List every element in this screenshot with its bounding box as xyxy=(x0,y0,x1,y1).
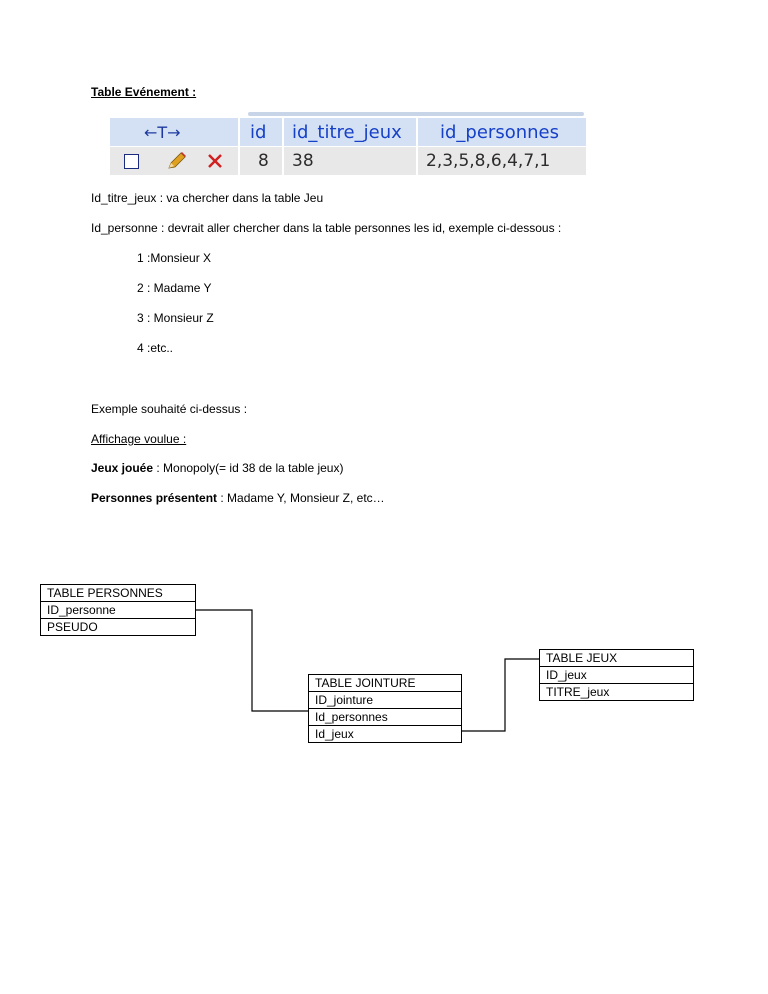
field-id-jointure: ID_jointure xyxy=(309,692,461,709)
value-personnes: : Madame Y, Monsieur Z, etc… xyxy=(217,491,385,505)
cell-id: 8 xyxy=(258,151,269,171)
table-jeux-title: TABLE JEUX xyxy=(540,650,693,667)
table-jointure-box xyxy=(308,674,462,743)
doc-title: Table Evénement : xyxy=(91,85,197,99)
text-exemple-souhaite: Exemple souhaité ci-dessus : xyxy=(91,402,248,416)
table-jointure-title: TABLE JOINTURE xyxy=(309,675,461,692)
table-jeux-box xyxy=(539,649,694,701)
field-id-jeux-pk: ID_jeux xyxy=(540,667,693,684)
table-personnes-title: TABLE PERSONNES xyxy=(41,585,195,602)
heading-affichage: Affichage voulue : xyxy=(91,432,187,446)
example-3: 3 : Monsieur Z xyxy=(137,311,214,325)
example-1: 1 :Monsieur X xyxy=(137,251,212,265)
table-personnes-box xyxy=(40,584,196,636)
header-id-personnes: id_personnes xyxy=(440,121,559,143)
label-personnes: Personnes présentent xyxy=(91,491,218,505)
field-id-jeux: Id_jeux xyxy=(315,727,354,741)
sort-arrows-icon: ←T→ xyxy=(144,122,181,142)
text-id-personne: Id_personne : devrait aller chercher dans la table personnes les id, exemple ci-dessous : xyxy=(91,221,562,235)
cell-id-titre-jeux: 38 xyxy=(292,151,314,171)
text-id-titre-jeux: Id_titre_jeux : va chercher dans la table Jeu xyxy=(91,191,324,205)
field-id-personnes: Id_personnes xyxy=(309,709,461,726)
example-4: 4 :etc.. xyxy=(137,341,174,355)
value-jeux-jouee: : Monopoly(= id 38 de la table jeux) xyxy=(153,461,344,475)
field-pseudo: PSEUDO xyxy=(47,620,98,634)
field-id-personne: ID_personne xyxy=(41,602,195,619)
label-jeux-jouee: Jeux jouée xyxy=(91,461,154,475)
header-id: id xyxy=(250,121,267,143)
example-2: 2 : Madame Y xyxy=(137,281,212,295)
field-titre-jeux: TITRE_jeux xyxy=(546,685,610,699)
cell-id-personnes: 2,3,5,8,6,4,7,1 xyxy=(426,151,551,171)
header-id-titre-jeux: id_titre_jeux xyxy=(292,121,402,143)
